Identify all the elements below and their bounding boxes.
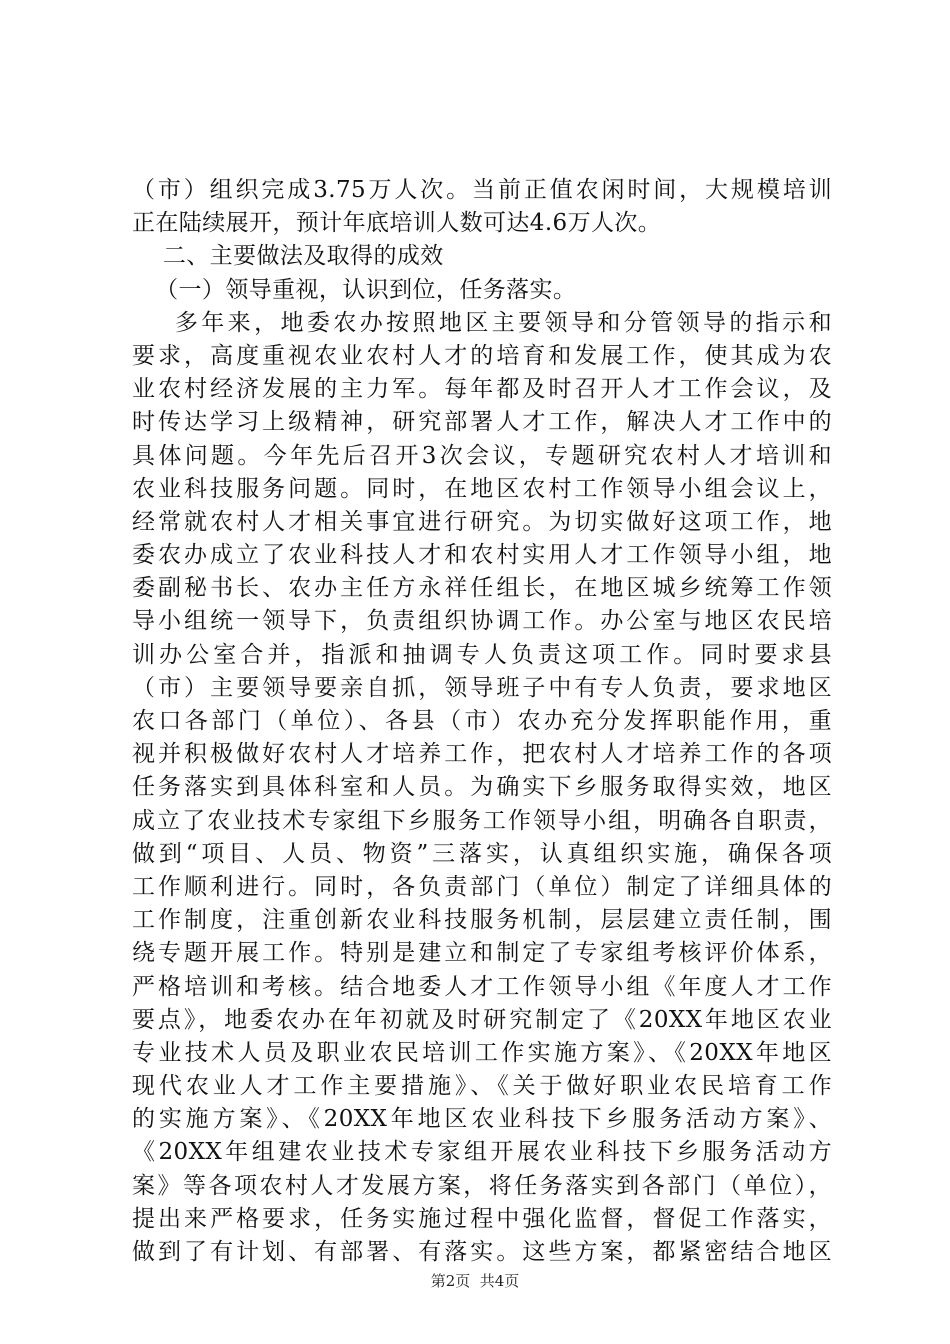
text-line: 导小组统一领导下，负责组织协调工作。办公室与地区农民培 [132, 608, 832, 635]
text-line: 做到了有计划、有部署、有落实。这些方案，都紧密结合地区 [132, 1239, 832, 1265]
text-line: 工作顺利进行。同时，各负责部门（单位）制定了详细具体的 [132, 873, 832, 900]
text-line: 正在陆续展开，预计年底培训人数可达4.6万人次。 [132, 210, 662, 237]
text-line: 训办公室合并，指派和抽调专人负责这项工作。同时要求县 [132, 641, 832, 668]
text-line: 做到“项目、人员、物资”三落实，认真组织实施，确保各项 [132, 840, 832, 867]
page-number-footer: 第2页 共4页 [430, 1272, 520, 1290]
text-line: 案》等各项农村人才发展方案，将任务落实到各部门（单位）， [132, 1172, 832, 1199]
text-line: 要求，高度重视农业农村人才的培育和发展工作，使其成为农 [132, 342, 832, 369]
text-line: 委农办成立了农业科技人才和农村实用人才工作领导小组，地 [132, 542, 832, 569]
text-line: 经常就农村人才相关事宜进行研究。为切实做好这项工作，地 [132, 508, 832, 535]
text-line: 现代农业人才工作主要措施》、《关于做好职业农民培育工作 [132, 1073, 832, 1100]
text-line: 农口各部门（单位）、各县（市）农办充分发挥职能作用，重 [132, 708, 832, 734]
text-line: 《20XX年组建农业技术专家组开展农业科技下乡服务活动方 [132, 1139, 832, 1166]
text-line: （市）组织完成3.75万人次。当前正值农闲时间，大规模培训 [132, 177, 832, 203]
text-line: 委副秘书长、农办主任方永祥任组长，在地区城乡统筹工作领 [132, 575, 832, 602]
text-line: （市）主要领导要亲自抓，领导班子中有专人负责，要求地区 [132, 674, 832, 701]
text-line: 严格培训和考核。结合地委人才工作领导小组《年度人才工作 [132, 973, 832, 1000]
subsection-heading: （一）领导重视，认识到位，任务落实。 [132, 276, 577, 303]
text-line: 绕专题开展工作。特别是建立和制定了专家组考核评价体系， [132, 940, 832, 967]
text-line: 成立了农业技术专家组下乡服务工作领导小组，明确各自职责， [132, 807, 832, 834]
text-line: 专业技术人员及职业农民培训工作实施方案》、《20XX年地区 [132, 1039, 832, 1066]
text-line: 农业科技服务问题。同时，在地区农村工作领导小组会议上， [132, 475, 832, 502]
text-line: 视并积极做好农村人才培养工作，把农村人才培养工作的各项 [132, 741, 832, 768]
text-line: 任务落实到具体科室和人员。为确实下乡服务取得实效，地区 [132, 774, 832, 801]
document-body [132, 174, 832, 1269]
text-line: 提出来严格要求，任务实施过程中强化监督，督促工作落实， [132, 1205, 832, 1232]
text-line: 要点》，地委农办在年初就及时研究制定了《20XX年地区农业 [132, 1006, 832, 1033]
text-line: 工作制度，注重创新农业科技服务机制，层层建立责任制，围 [132, 907, 832, 934]
text-line: 业农村经济发展的主力军。每年都及时召开人才工作会议，及 [132, 376, 832, 403]
text-line: 具体问题。今年先后召开3次会议，专题研究农村人才培训和 [132, 442, 832, 469]
text-line: 多年来，地委农办按照地区主要领导和分管领导的指示和 [132, 309, 832, 336]
text-line: 时传达学习上级精神，研究部署人才工作，解决人才工作中的 [132, 409, 832, 436]
text-line: 的实施方案》、《20XX年地区农业科技下乡服务活动方案》、 [132, 1106, 832, 1133]
section-heading: 二、主要做法及取得的成效 [132, 243, 444, 270]
